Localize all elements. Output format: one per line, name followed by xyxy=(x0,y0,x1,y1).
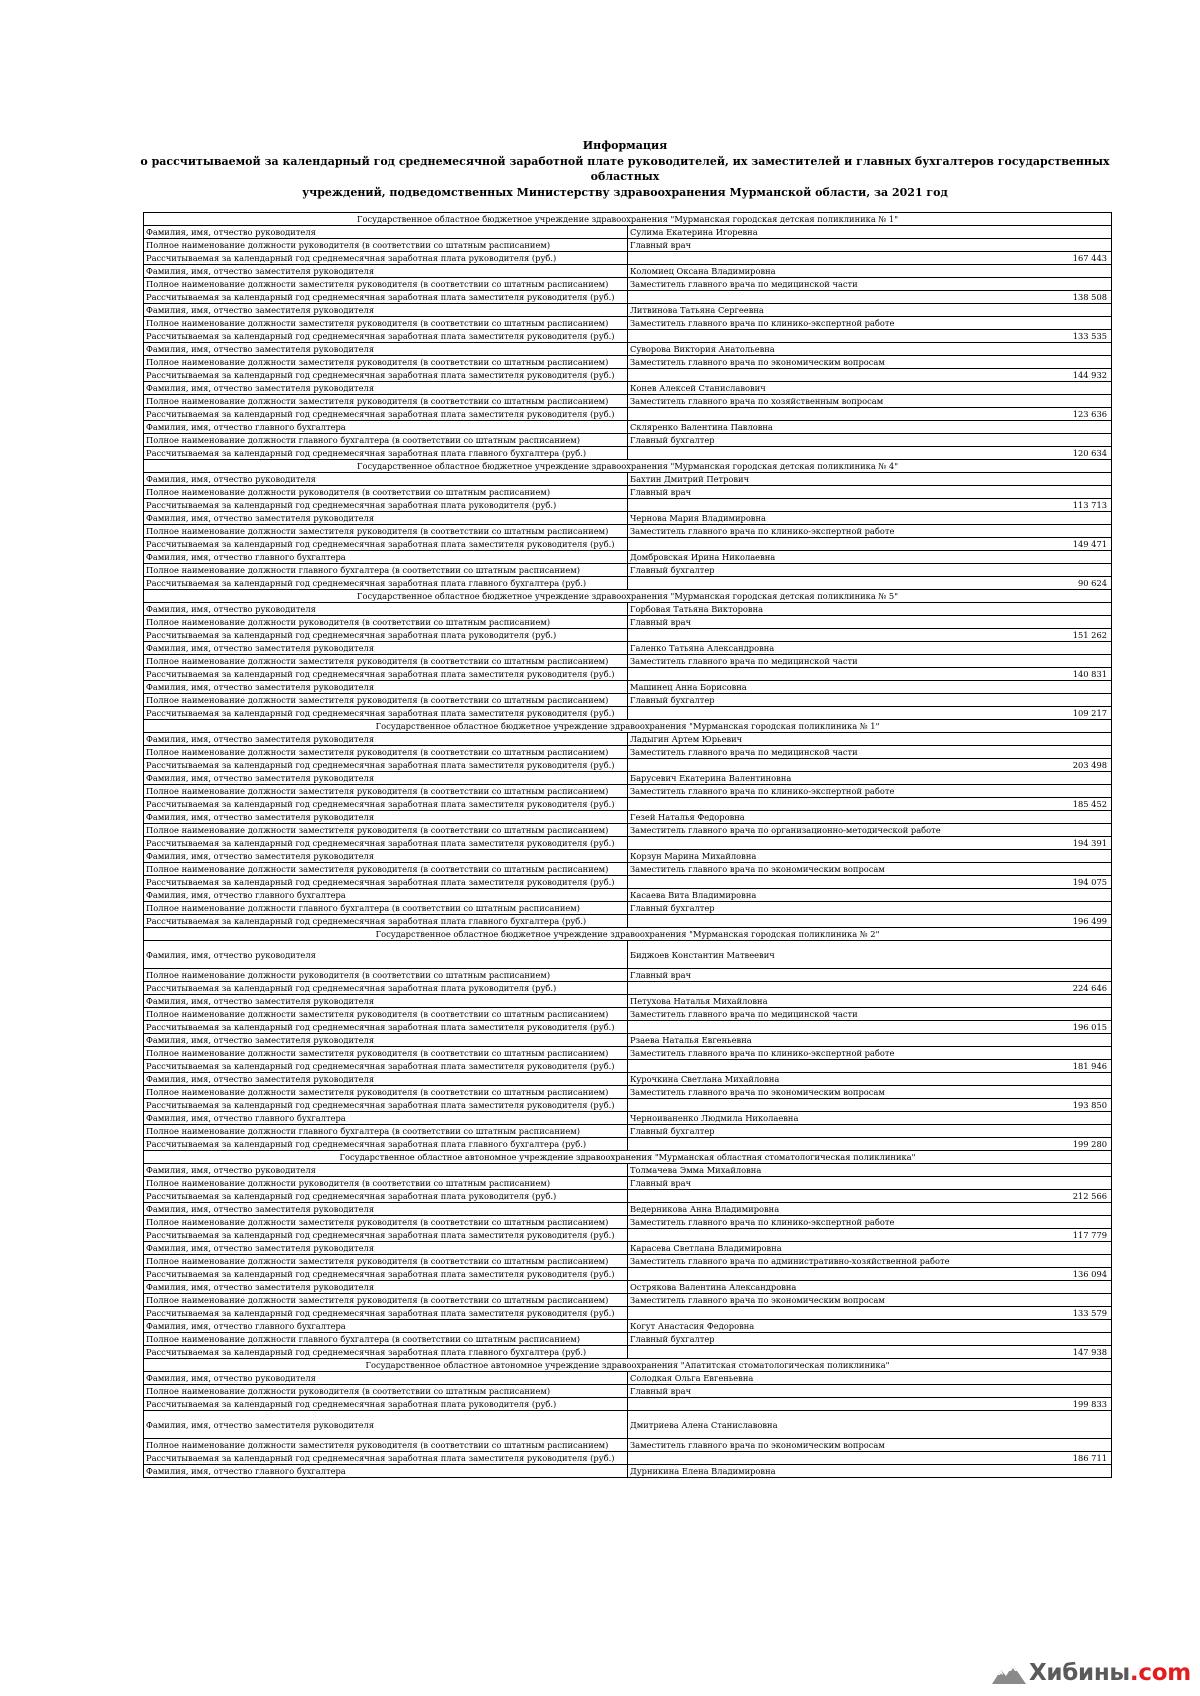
table-row xyxy=(144,1281,1112,1294)
table-row xyxy=(144,1439,1112,1452)
row-value: Дмитриева Алена Станиславовна xyxy=(628,1411,1112,1439)
row-value: Главный врач xyxy=(628,486,1112,499)
row-label: Рассчитываемая за календарный год среднемесячная заработная плата главного бухгалтера (руб.) xyxy=(144,447,628,460)
salary-amount: 193 850 xyxy=(628,1099,1112,1112)
table-row xyxy=(144,850,1112,863)
row-value: Главный врач xyxy=(628,239,1112,252)
table-row xyxy=(144,382,1112,395)
row-label: Фамилия, имя, отчество главного бухгалтера xyxy=(144,1112,628,1125)
row-label: Фамилия, имя, отчество заместителя руководителя xyxy=(144,1411,628,1439)
document-title: Информация xyxy=(582,139,668,152)
table-row xyxy=(144,1268,1112,1281)
row-label: Рассчитываемая за календарный год среднемесячная заработная плата заместителя руководителя (руб.) xyxy=(144,798,628,811)
row-label: Рассчитываемая за календарный год среднемесячная заработная плата руководителя (руб.) xyxy=(144,1398,628,1411)
watermark-domain: .com xyxy=(1129,1660,1191,1686)
row-value: Главный врач xyxy=(628,1177,1112,1190)
row-label: Полное наименование должности заместителя руководителя (в соответствии со штатным расписанием) xyxy=(144,1008,628,1021)
row-label: Полное наименование должности главного бухгалтера (в соответствии со штатным расписанием) xyxy=(144,434,628,447)
row-label: Полное наименование должности руководителя (в соответствии со штатным расписанием) xyxy=(144,239,628,252)
row-value: Солодкая Ольга Евгеньевна xyxy=(628,1372,1112,1385)
row-label: Полное наименование должности заместителя руководителя (в соответствии со штатным расписанием) xyxy=(144,317,628,330)
table-row xyxy=(144,941,1112,969)
row-label: Фамилия, имя, отчество заместителя руководителя xyxy=(144,850,628,863)
row-label: Фамилия, имя, отчество руководителя xyxy=(144,941,628,969)
row-label: Полное наименование должности заместителя руководителя (в соответствии со штатным расписанием) xyxy=(144,395,628,408)
row-value: Заместитель главного врача по экономическим вопросам xyxy=(628,356,1112,369)
row-label: Рассчитываемая за календарный год среднемесячная заработная плата заместителя руководителя (руб.) xyxy=(144,1307,628,1320)
table-row xyxy=(144,915,1112,928)
table-row xyxy=(144,1452,1112,1465)
row-label: Фамилия, имя, отчество заместителя руководителя xyxy=(144,642,628,655)
table-row xyxy=(144,486,1112,499)
table-row xyxy=(144,1333,1112,1346)
row-label: Полное наименование должности главного бухгалтера (в соответствии со штатным расписанием) xyxy=(144,1125,628,1138)
row-label: Полное наименование должности заместителя руководителя (в соответствии со штатным расписанием) xyxy=(144,785,628,798)
table-row xyxy=(144,330,1112,343)
table-row xyxy=(144,512,1112,525)
row-label: Полное наименование должности руководителя (в соответствии со штатным расписанием) xyxy=(144,616,628,629)
institution-header-row xyxy=(144,460,1112,473)
row-value: Остряковa Валентина Александровна xyxy=(628,1281,1112,1294)
salary-amount: 90 624 xyxy=(628,577,1112,590)
table-row xyxy=(144,265,1112,278)
table-row xyxy=(144,577,1112,590)
salary-amount: 151 262 xyxy=(628,629,1112,642)
row-label: Полное наименование должности заместителя руководителя (в соответствии со штатным расписанием) xyxy=(144,1216,628,1229)
table-row xyxy=(144,694,1112,707)
row-label: Полное наименование должности руководителя (в соответствии со штатным расписанием) xyxy=(144,969,628,982)
row-label: Рассчитываемая за календарный год среднемесячная заработная плата главного бухгалтера (руб.) xyxy=(144,1346,628,1359)
institution-name: Государственное областное бюджетное учреждение здравоохранения "Мурманская городская детская поликлиника № 5" xyxy=(144,590,1112,603)
row-label: Фамилия, имя, отчество руководителя xyxy=(144,226,628,239)
row-value: Заместитель главного врача по медицинской части xyxy=(628,655,1112,668)
salary-amount: 199 280 xyxy=(628,1138,1112,1151)
table-row xyxy=(144,525,1112,538)
institution-header-row xyxy=(144,1151,1112,1164)
table-row xyxy=(144,1346,1112,1359)
salary-table xyxy=(143,212,1112,1478)
salary-amount: 194 075 xyxy=(628,876,1112,889)
row-value: Дурникина Елена Владимировна xyxy=(628,1465,1112,1478)
row-label: Рассчитываемая за календарный год среднемесячная заработная плата руководителя (руб.) xyxy=(144,499,628,512)
table-row xyxy=(144,1320,1112,1333)
table-row xyxy=(144,473,1112,486)
table-row xyxy=(144,1307,1112,1320)
row-label: Полное наименование должности руководителя (в соответствии со штатным расписанием) xyxy=(144,486,628,499)
table-row xyxy=(144,603,1112,616)
row-label: Полное наименование должности заместителя руководителя (в соответствии со штатным расписанием) xyxy=(144,1294,628,1307)
row-value: Заместитель главного врача по клинико-экспертной работе xyxy=(628,525,1112,538)
document-subtitle-line-2: учреждений, подведомственных Министерству здравоохранения Мурманской области, за 2021 год xyxy=(302,185,948,199)
row-label: Фамилия, имя, отчество заместителя руководителя xyxy=(144,304,628,317)
institution-name: Государственное областное бюджетное учреждение здравоохранения "Мурманская городская поликлиника № 2" xyxy=(144,928,1112,941)
table-row xyxy=(144,1203,1112,1216)
salary-amount: 147 938 xyxy=(628,1346,1112,1359)
table-row xyxy=(144,655,1112,668)
table-row xyxy=(144,278,1112,291)
table-row xyxy=(144,824,1112,837)
row-value: Главный бухгалтер xyxy=(628,1333,1112,1346)
row-label: Фамилия, имя, отчество руководителя xyxy=(144,603,628,616)
row-label: Фамилия, имя, отчество главного бухгалтера xyxy=(144,421,628,434)
row-label: Рассчитываемая за календарный год среднемесячная заработная плата заместителя руководителя (руб.) xyxy=(144,668,628,681)
row-label: Полное наименование должности заместителя руководителя (в соответствии со штатным расписанием) xyxy=(144,746,628,759)
row-label: Полное наименование должности заместителя руководителя (в соответствии со штатным расписанием) xyxy=(144,655,628,668)
salary-amount: 140 831 xyxy=(628,668,1112,681)
row-value: Касаева Вита Владимировна xyxy=(628,889,1112,902)
table-row xyxy=(144,876,1112,889)
institution-name: Государственное областное бюджетное учреждение здравоохранения "Мурманская городская детская поликлиника № 4" xyxy=(144,460,1112,473)
row-label: Рассчитываемая за календарный год среднемесячная заработная плата главного бухгалтера (руб.) xyxy=(144,577,628,590)
salary-amount: 224 646 xyxy=(628,982,1112,995)
institution-header-row xyxy=(144,590,1112,603)
table-row xyxy=(144,226,1112,239)
row-label: Фамилия, имя, отчество заместителя руководителя xyxy=(144,343,628,356)
row-label: Рассчитываемая за календарный год среднемесячная заработная плата руководителя (руб.) xyxy=(144,1190,628,1203)
table-row xyxy=(144,447,1112,460)
row-value: Заместитель главного врача по организационно-методической работе xyxy=(628,824,1112,837)
table-row xyxy=(144,902,1112,915)
table-row xyxy=(144,1086,1112,1099)
row-label: Полное наименование должности заместителя руководителя (в соответствии со штатным расписанием) xyxy=(144,863,628,876)
row-label: Рассчитываемая за календарный год среднемесячная заработная плата заместителя руководителя (руб.) xyxy=(144,330,628,343)
row-label: Рассчитываемая за календарный год среднемесячная заработная плата заместителя руководителя (руб.) xyxy=(144,1060,628,1073)
table-row xyxy=(144,982,1112,995)
table-row xyxy=(144,1138,1112,1151)
table-row xyxy=(144,707,1112,720)
salary-amount: 196 015 xyxy=(628,1021,1112,1034)
row-value: Заместитель главного врача по клинико-экспертной работе xyxy=(628,1216,1112,1229)
row-label: Фамилия, имя, отчество главного бухгалтера xyxy=(144,889,628,902)
salary-amount: 212 566 xyxy=(628,1190,1112,1203)
row-value: Толмачева Эмма Михайловна xyxy=(628,1164,1112,1177)
salary-amount: 138 508 xyxy=(628,291,1112,304)
row-label: Фамилия, имя, отчество руководителя xyxy=(144,1164,628,1177)
table-row xyxy=(144,434,1112,447)
salary-amount: 133 535 xyxy=(628,330,1112,343)
mountains-icon xyxy=(992,1662,1026,1684)
row-value: Заместитель главного врача по медицинской части xyxy=(628,1008,1112,1021)
row-label: Фамилия, имя, отчество заместителя руководителя xyxy=(144,1242,628,1255)
row-value: Конев Алексей Станиславович xyxy=(628,382,1112,395)
row-label: Рассчитываемая за календарный год среднемесячная заработная плата заместителя руководителя (руб.) xyxy=(144,837,628,850)
row-value: Заместитель главного врача по клинико-экспертной работе xyxy=(628,317,1112,330)
row-value: Карасева Светлана Владимировна xyxy=(628,1242,1112,1255)
institution-name: Государственное областное автономное учреждение здравоохранения "Апатитская стоматологическая поликлиника" xyxy=(144,1359,1112,1372)
salary-amount: 194 391 xyxy=(628,837,1112,850)
table-row xyxy=(144,1047,1112,1060)
row-value: Барусевич Екатерина Валентиновна xyxy=(628,772,1112,785)
salary-amount: 167 443 xyxy=(628,252,1112,265)
row-value: Скляренко Валентина Павловна xyxy=(628,421,1112,434)
row-label: Полное наименование должности заместителя руководителя (в соответствии со штатным расписанием) xyxy=(144,278,628,291)
table-row xyxy=(144,395,1112,408)
table-row xyxy=(144,1008,1112,1021)
row-label: Фамилия, имя, отчество заместителя руководителя xyxy=(144,265,628,278)
salary-amount: 117 779 xyxy=(628,1229,1112,1242)
salary-amount: 203 498 xyxy=(628,759,1112,772)
table-row xyxy=(144,1242,1112,1255)
table-row xyxy=(144,304,1112,317)
table-row xyxy=(144,1385,1112,1398)
watermark-site-name: Хибины xyxy=(1029,1660,1130,1686)
row-label: Фамилия, имя, отчество заместителя руководителя xyxy=(144,382,628,395)
row-label: Полное наименование должности заместителя руководителя (в соответствии со штатным расписанием) xyxy=(144,824,628,837)
table-row xyxy=(144,1034,1112,1047)
table-row xyxy=(144,1073,1112,1086)
salary-amount: 186 711 xyxy=(628,1452,1112,1465)
row-value: Главный бухгалтер xyxy=(628,1125,1112,1138)
table-row xyxy=(144,1164,1112,1177)
row-value: Главный врач xyxy=(628,616,1112,629)
row-value: Заместитель главного врача по административно-хозяйственной работе xyxy=(628,1255,1112,1268)
table-row xyxy=(144,369,1112,382)
row-value: Чернова Мария Владимировна xyxy=(628,512,1112,525)
row-value: Главный бухгалтер xyxy=(628,564,1112,577)
table-row xyxy=(144,798,1112,811)
row-label: Фамилия, имя, отчество заместителя руководителя xyxy=(144,811,628,824)
table-row xyxy=(144,995,1112,1008)
row-value: Заместитель главного врача по экономическим вопросам xyxy=(628,1294,1112,1307)
row-label: Рассчитываемая за календарный год среднемесячная заработная плата заместителя руководителя (руб.) xyxy=(144,1268,628,1281)
row-label: Полное наименование должности главного бухгалтера (в соответствии со штатным расписанием) xyxy=(144,564,628,577)
row-label: Фамилия, имя, отчество руководителя xyxy=(144,1372,628,1385)
row-label: Рассчитываемая за календарный год среднемесячная заработная плата заместителя руководителя (руб.) xyxy=(144,369,628,382)
table-row xyxy=(144,291,1112,304)
row-label: Фамилия, имя, отчество заместителя руководителя xyxy=(144,772,628,785)
row-label: Рассчитываемая за календарный год среднемесячная заработная плата руководителя (руб.) xyxy=(144,252,628,265)
salary-amount: 196 499 xyxy=(628,915,1112,928)
watermark-text xyxy=(1029,1660,1191,1686)
institution-header-row xyxy=(144,1359,1112,1372)
row-value: Биджоев Константин Матвеевич xyxy=(628,941,1112,969)
salary-amount: 123 636 xyxy=(628,408,1112,421)
row-value: Суворова Виктория Анатольевна xyxy=(628,343,1112,356)
table-row xyxy=(144,1294,1112,1307)
table-row xyxy=(144,772,1112,785)
row-label: Фамилия, имя, отчество руководителя xyxy=(144,473,628,486)
table-row xyxy=(144,969,1112,982)
row-label: Полное наименование должности заместителя руководителя (в соответствии со штатным расписанием) xyxy=(144,694,628,707)
document-heading xyxy=(140,138,1110,200)
row-value: Ведерникова Анна Владимировна xyxy=(628,1203,1112,1216)
row-value: Петухова Наталья Михайловна xyxy=(628,995,1112,1008)
institution-header-row xyxy=(144,928,1112,941)
table-row xyxy=(144,1465,1112,1478)
row-value: Заместитель главного врача по медицинской части xyxy=(628,746,1112,759)
row-label: Рассчитываемая за календарный год среднемесячная заработная плата заместителя руководителя (руб.) xyxy=(144,538,628,551)
salary-amount: 185 452 xyxy=(628,798,1112,811)
table-row xyxy=(144,551,1112,564)
row-value: Заместитель главного врача по клинико-экспертной работе xyxy=(628,1047,1112,1060)
row-value: Заместитель главного врача по экономическим вопросам xyxy=(628,1086,1112,1099)
row-label: Фамилия, имя, отчество заместителя руководителя xyxy=(144,995,628,1008)
row-label: Рассчитываемая за календарный год среднемесячная заработная плата главного бухгалтера (руб.) xyxy=(144,915,628,928)
row-value: Сулима Екатерина Игоревна xyxy=(628,226,1112,239)
row-label: Фамилия, имя, отчество главного бухгалтера xyxy=(144,551,628,564)
row-value: Заместитель главного врача по хозяйственным вопросам xyxy=(628,395,1112,408)
row-value: Литвинова Татьяна Сергеевна xyxy=(628,304,1112,317)
row-label: Рассчитываемая за календарный год среднемесячная заработная плата руководителя (руб.) xyxy=(144,629,628,642)
row-value: Машинец Анна Борисовна xyxy=(628,681,1112,694)
table-row xyxy=(144,1216,1112,1229)
salary-amount: 181 946 xyxy=(628,1060,1112,1073)
table-row xyxy=(144,317,1112,330)
row-value: Ладыгин Артем Юрьевич xyxy=(628,733,1112,746)
salary-amount: 120 634 xyxy=(628,447,1112,460)
table-row xyxy=(144,1021,1112,1034)
institution-header-row xyxy=(144,720,1112,733)
row-label: Фамилия, имя, отчество главного бухгалтера xyxy=(144,1320,628,1333)
row-value: Корзун Марина Михайловна xyxy=(628,850,1112,863)
row-value: Главный бухгалтер xyxy=(628,434,1112,447)
row-label: Полное наименование должности заместителя руководителя (в соответствии со штатным расписанием) xyxy=(144,356,628,369)
row-label: Фамилия, имя, отчество главного бухгалтера xyxy=(144,1465,628,1478)
table-row xyxy=(144,1099,1112,1112)
row-label: Полное наименование должности руководителя (в соответствии со штатным расписанием) xyxy=(144,1385,628,1398)
row-label: Фамилия, имя, отчество заместителя руководителя xyxy=(144,1203,628,1216)
row-label: Полное наименование должности заместителя руководителя (в соответствии со штатным расписанием) xyxy=(144,1439,628,1452)
row-label: Полное наименование должности заместителя руководителя (в соответствии со штатным расписанием) xyxy=(144,1086,628,1099)
row-value: Горбовая Татьяна Викторовна xyxy=(628,603,1112,616)
table-row xyxy=(144,564,1112,577)
table-row xyxy=(144,356,1112,369)
table-row xyxy=(144,1125,1112,1138)
row-label: Полное наименование должности руководителя (в соответствии со штатным расписанием) xyxy=(144,1177,628,1190)
row-value: Заместитель главного врача по медицинской части xyxy=(628,278,1112,291)
row-label: Фамилия, имя, отчество заместителя руководителя xyxy=(144,1281,628,1294)
table-row xyxy=(144,343,1112,356)
table-row xyxy=(144,759,1112,772)
row-value: Заместитель главного врача по клинико-экспертной работе xyxy=(628,785,1112,798)
row-label: Фамилия, имя, отчество заместителя руководителя xyxy=(144,1034,628,1047)
row-label: Рассчитываемая за календарный год среднемесячная заработная плата заместителя руководителя (руб.) xyxy=(144,707,628,720)
table-row xyxy=(144,1411,1112,1439)
row-value: Коломиец Оксана Владимировна xyxy=(628,265,1112,278)
row-label: Рассчитываемая за календарный год среднемесячная заработная плата заместителя руководителя (руб.) xyxy=(144,1021,628,1034)
row-value: Домбровская Ирина Николаевна xyxy=(628,551,1112,564)
row-label: Рассчитываемая за календарный год среднемесячная заработная плата заместителя руководителя (руб.) xyxy=(144,408,628,421)
document-subtitle-line-1: о рассчитываемой за календарный год среднемесячной заработной плате руководителей, их заместителей и главных бухгалтеров государственных областных xyxy=(140,154,1110,183)
row-label: Фамилия, имя, отчество заместителя руководителя xyxy=(144,681,628,694)
row-label: Рассчитываемая за календарный год среднемесячная заработная плата заместителя руководителя (руб.) xyxy=(144,876,628,889)
table-row xyxy=(144,629,1112,642)
salary-table-body xyxy=(144,213,1112,1478)
institution-name: Государственное областное автономное учреждение здравоохранения "Мурманская областная стоматологическая поликлиника" xyxy=(144,1151,1112,1164)
table-row xyxy=(144,538,1112,551)
row-value: Гезей Наталья Федоровна xyxy=(628,811,1112,824)
table-row xyxy=(144,616,1112,629)
table-row xyxy=(144,1112,1112,1125)
table-row xyxy=(144,1398,1112,1411)
table-row xyxy=(144,252,1112,265)
salary-amount: 144 932 xyxy=(628,369,1112,382)
institution-name: Государственное областное бюджетное учреждение здравоохранения "Мурманская городская детская поликлиника № 1" xyxy=(144,213,1112,226)
row-value: Когут Анастасия Федоровна xyxy=(628,1320,1112,1333)
salary-amount: 199 833 xyxy=(628,1398,1112,1411)
row-value: Главный врач xyxy=(628,969,1112,982)
table-row xyxy=(144,837,1112,850)
row-label: Фамилия, имя, отчество заместителя руководителя xyxy=(144,733,628,746)
salary-amount: 149 471 xyxy=(628,538,1112,551)
row-label: Рассчитываемая за календарный год среднемесячная заработная плата заместителя руководителя (руб.) xyxy=(144,291,628,304)
row-value: Галенко Татьяна Александровна xyxy=(628,642,1112,655)
table-row xyxy=(144,499,1112,512)
table-row xyxy=(144,239,1112,252)
table-row xyxy=(144,642,1112,655)
row-label: Рассчитываемая за календарный год среднемесячная заработная плата заместителя руководителя (руб.) xyxy=(144,1229,628,1242)
row-value: Курочкина Светлана Михайловна xyxy=(628,1073,1112,1086)
salary-amount: 109 217 xyxy=(628,707,1112,720)
row-label: Рассчитываемая за календарный год среднемесячная заработная плата заместителя руководителя (руб.) xyxy=(144,759,628,772)
table-row xyxy=(144,1229,1112,1242)
institution-header-row xyxy=(144,213,1112,226)
row-label: Рассчитываемая за календарный год среднемесячная заработная плата главного бухгалтера (руб.) xyxy=(144,1138,628,1151)
row-value: Черноиваненко Людмила Николаевна xyxy=(628,1112,1112,1125)
row-value: Бахтин Дмитрий Петрович xyxy=(628,473,1112,486)
salary-amount: 133 579 xyxy=(628,1307,1112,1320)
table-row xyxy=(144,811,1112,824)
table-row xyxy=(144,889,1112,902)
row-value: Рзаева Наталья Евгеньевна xyxy=(628,1034,1112,1047)
row-value: Главный врач xyxy=(628,1385,1112,1398)
row-label: Рассчитываемая за календарный год среднемесячная заработная плата руководителя (руб.) xyxy=(144,982,628,995)
row-value: Заместитель главного врача по экономическим вопросам xyxy=(628,863,1112,876)
row-label: Полное наименование должности заместителя руководителя (в соответствии со штатным расписанием) xyxy=(144,1255,628,1268)
table-row xyxy=(144,1255,1112,1268)
row-label: Полное наименование должности заместителя руководителя (в соответствии со штатным расписанием) xyxy=(144,1047,628,1060)
table-row xyxy=(144,733,1112,746)
salary-amount: 113 713 xyxy=(628,499,1112,512)
row-value: Главный бухгалтер xyxy=(628,694,1112,707)
site-watermark xyxy=(992,1660,1191,1686)
row-value: Заместитель главного врача по экономическим вопросам xyxy=(628,1439,1112,1452)
table-row xyxy=(144,1060,1112,1073)
table-row xyxy=(144,1177,1112,1190)
row-label: Рассчитываемая за календарный год среднемесячная заработная плата заместителя руководителя (руб.) xyxy=(144,1099,628,1112)
table-row xyxy=(144,785,1112,798)
table-row xyxy=(144,746,1112,759)
table-row xyxy=(144,408,1112,421)
row-label: Полное наименование должности главного бухгалтера (в соответствии со штатным расписанием) xyxy=(144,902,628,915)
table-row xyxy=(144,421,1112,434)
row-label: Полное наименование должности заместителя руководителя (в соответствии со штатным расписанием) xyxy=(144,525,628,538)
row-label: Рассчитываемая за календарный год среднемесячная заработная плата заместителя руководителя (руб.) xyxy=(144,1452,628,1465)
institution-name: Государственное областное бюджетное учреждение здравоохранения "Мурманская городская поликлиника № 1" xyxy=(144,720,1112,733)
table-row xyxy=(144,1190,1112,1203)
table-row xyxy=(144,863,1112,876)
row-value: Главный бухгалтер xyxy=(628,902,1112,915)
table-row xyxy=(144,681,1112,694)
row-label: Фамилия, имя, отчество заместителя руководителя xyxy=(144,512,628,525)
row-label: Полное наименование должности главного бухгалтера (в соответствии со штатным расписанием) xyxy=(144,1333,628,1346)
row-label: Фамилия, имя, отчество заместителя руководителя xyxy=(144,1073,628,1086)
salary-amount: 136 094 xyxy=(628,1268,1112,1281)
table-row xyxy=(144,1372,1112,1385)
table-row xyxy=(144,668,1112,681)
